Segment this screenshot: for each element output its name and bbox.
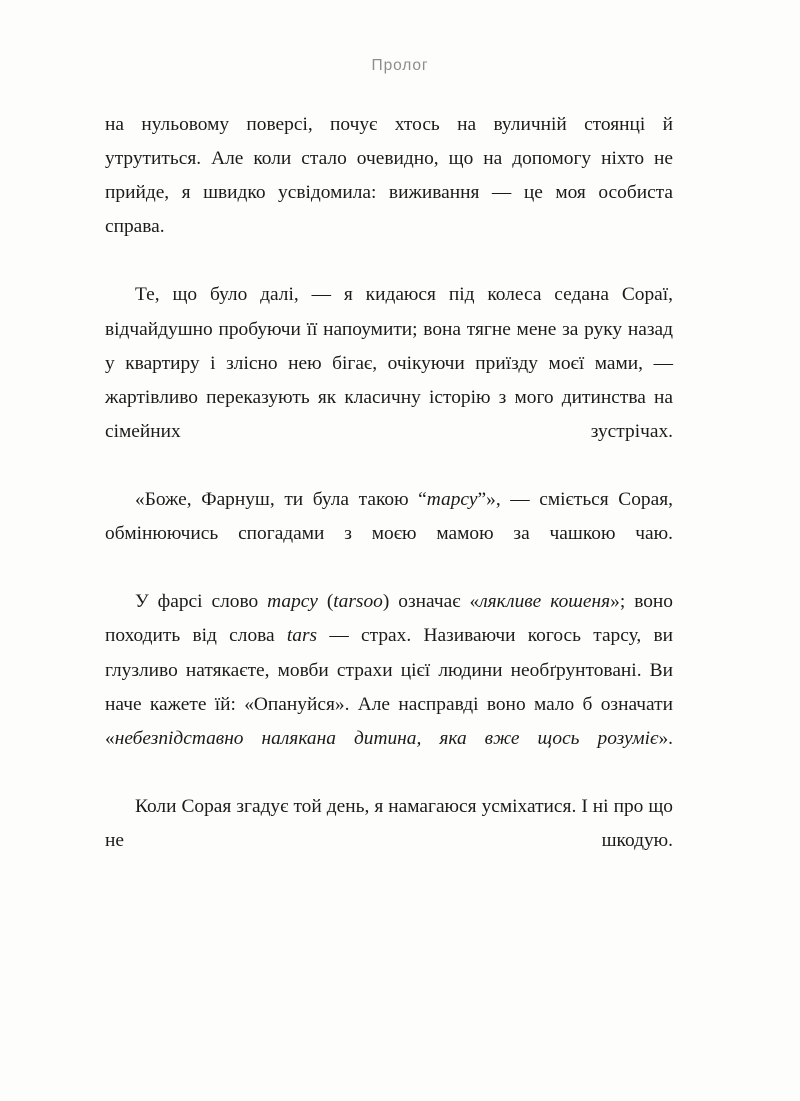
gloss-justifiably-frightened-child: небезпідставно налякана дитина, яка вже щось розуміє [114, 727, 659, 749]
paragraph-3-part-b: ”», — сміється Сорая, обмінюючись спогадами з моєю мамою за чашкою чаю. [105, 489, 673, 545]
paragraph-4-part-f: ». [658, 727, 673, 749]
foreign-term-tars: tars [286, 625, 318, 647]
paragraph-1: на нульовому поверсі, почує хтось на вуличній стоянці й утрутиться. Але коли стало очевидно, що на допомогу ніхто не прийде, я швидко усвідомила: виживання — це моя особиста справа. [105, 114, 673, 238]
paragraph-4 [105, 585, 673, 790]
body-text-block [105, 108, 673, 892]
paragraph-4-part-b: ( [317, 591, 334, 613]
foreign-term-tarsu: тарсу [426, 489, 478, 511]
running-head: Пролог [371, 57, 429, 74]
gloss-frightened-kitten: лякливе кошеня [479, 591, 611, 613]
foreign-term-tarsu-cyrillic: тарсу [267, 591, 318, 613]
paragraph-2: Те, що було далі, — я кидаюся під колеса седана Сораї, відчайдушно пробуючи її напоумити; вона тягне мене за руку назад у квартиру і злісно нею бігає, очікуючи приїзду моєї мами, — жартівливо переказують як класичну історію з мого дитинства на сімейних зустрічах. [105, 284, 673, 442]
paragraph-5: Коли Сорая згадує той день, я намагаюся усміхатися. І ні про що не шкодую. [105, 795, 673, 851]
paragraph-4-part-e: — страх. Називаючи когось тарсу, ви глузливо натякаєте, мовби страхи цієї людини необґрунтовані. Ви наче кажете їй: «Опануйся». Але насправді воно мало б означати « [105, 625, 673, 749]
paragraph-4-part-a: У фарсі слово [135, 591, 268, 613]
paragraph-3 [105, 483, 673, 585]
foreign-term-tarsoo-latin: tarsoo [333, 591, 383, 613]
paragraph-4-part-d: »; воно походить від слова [105, 591, 673, 647]
paragraph-4-part-c: ) означає « [382, 591, 480, 613]
paragraph-3-part-a: «Боже, Фарнуш, ти була такою “ [135, 489, 427, 511]
